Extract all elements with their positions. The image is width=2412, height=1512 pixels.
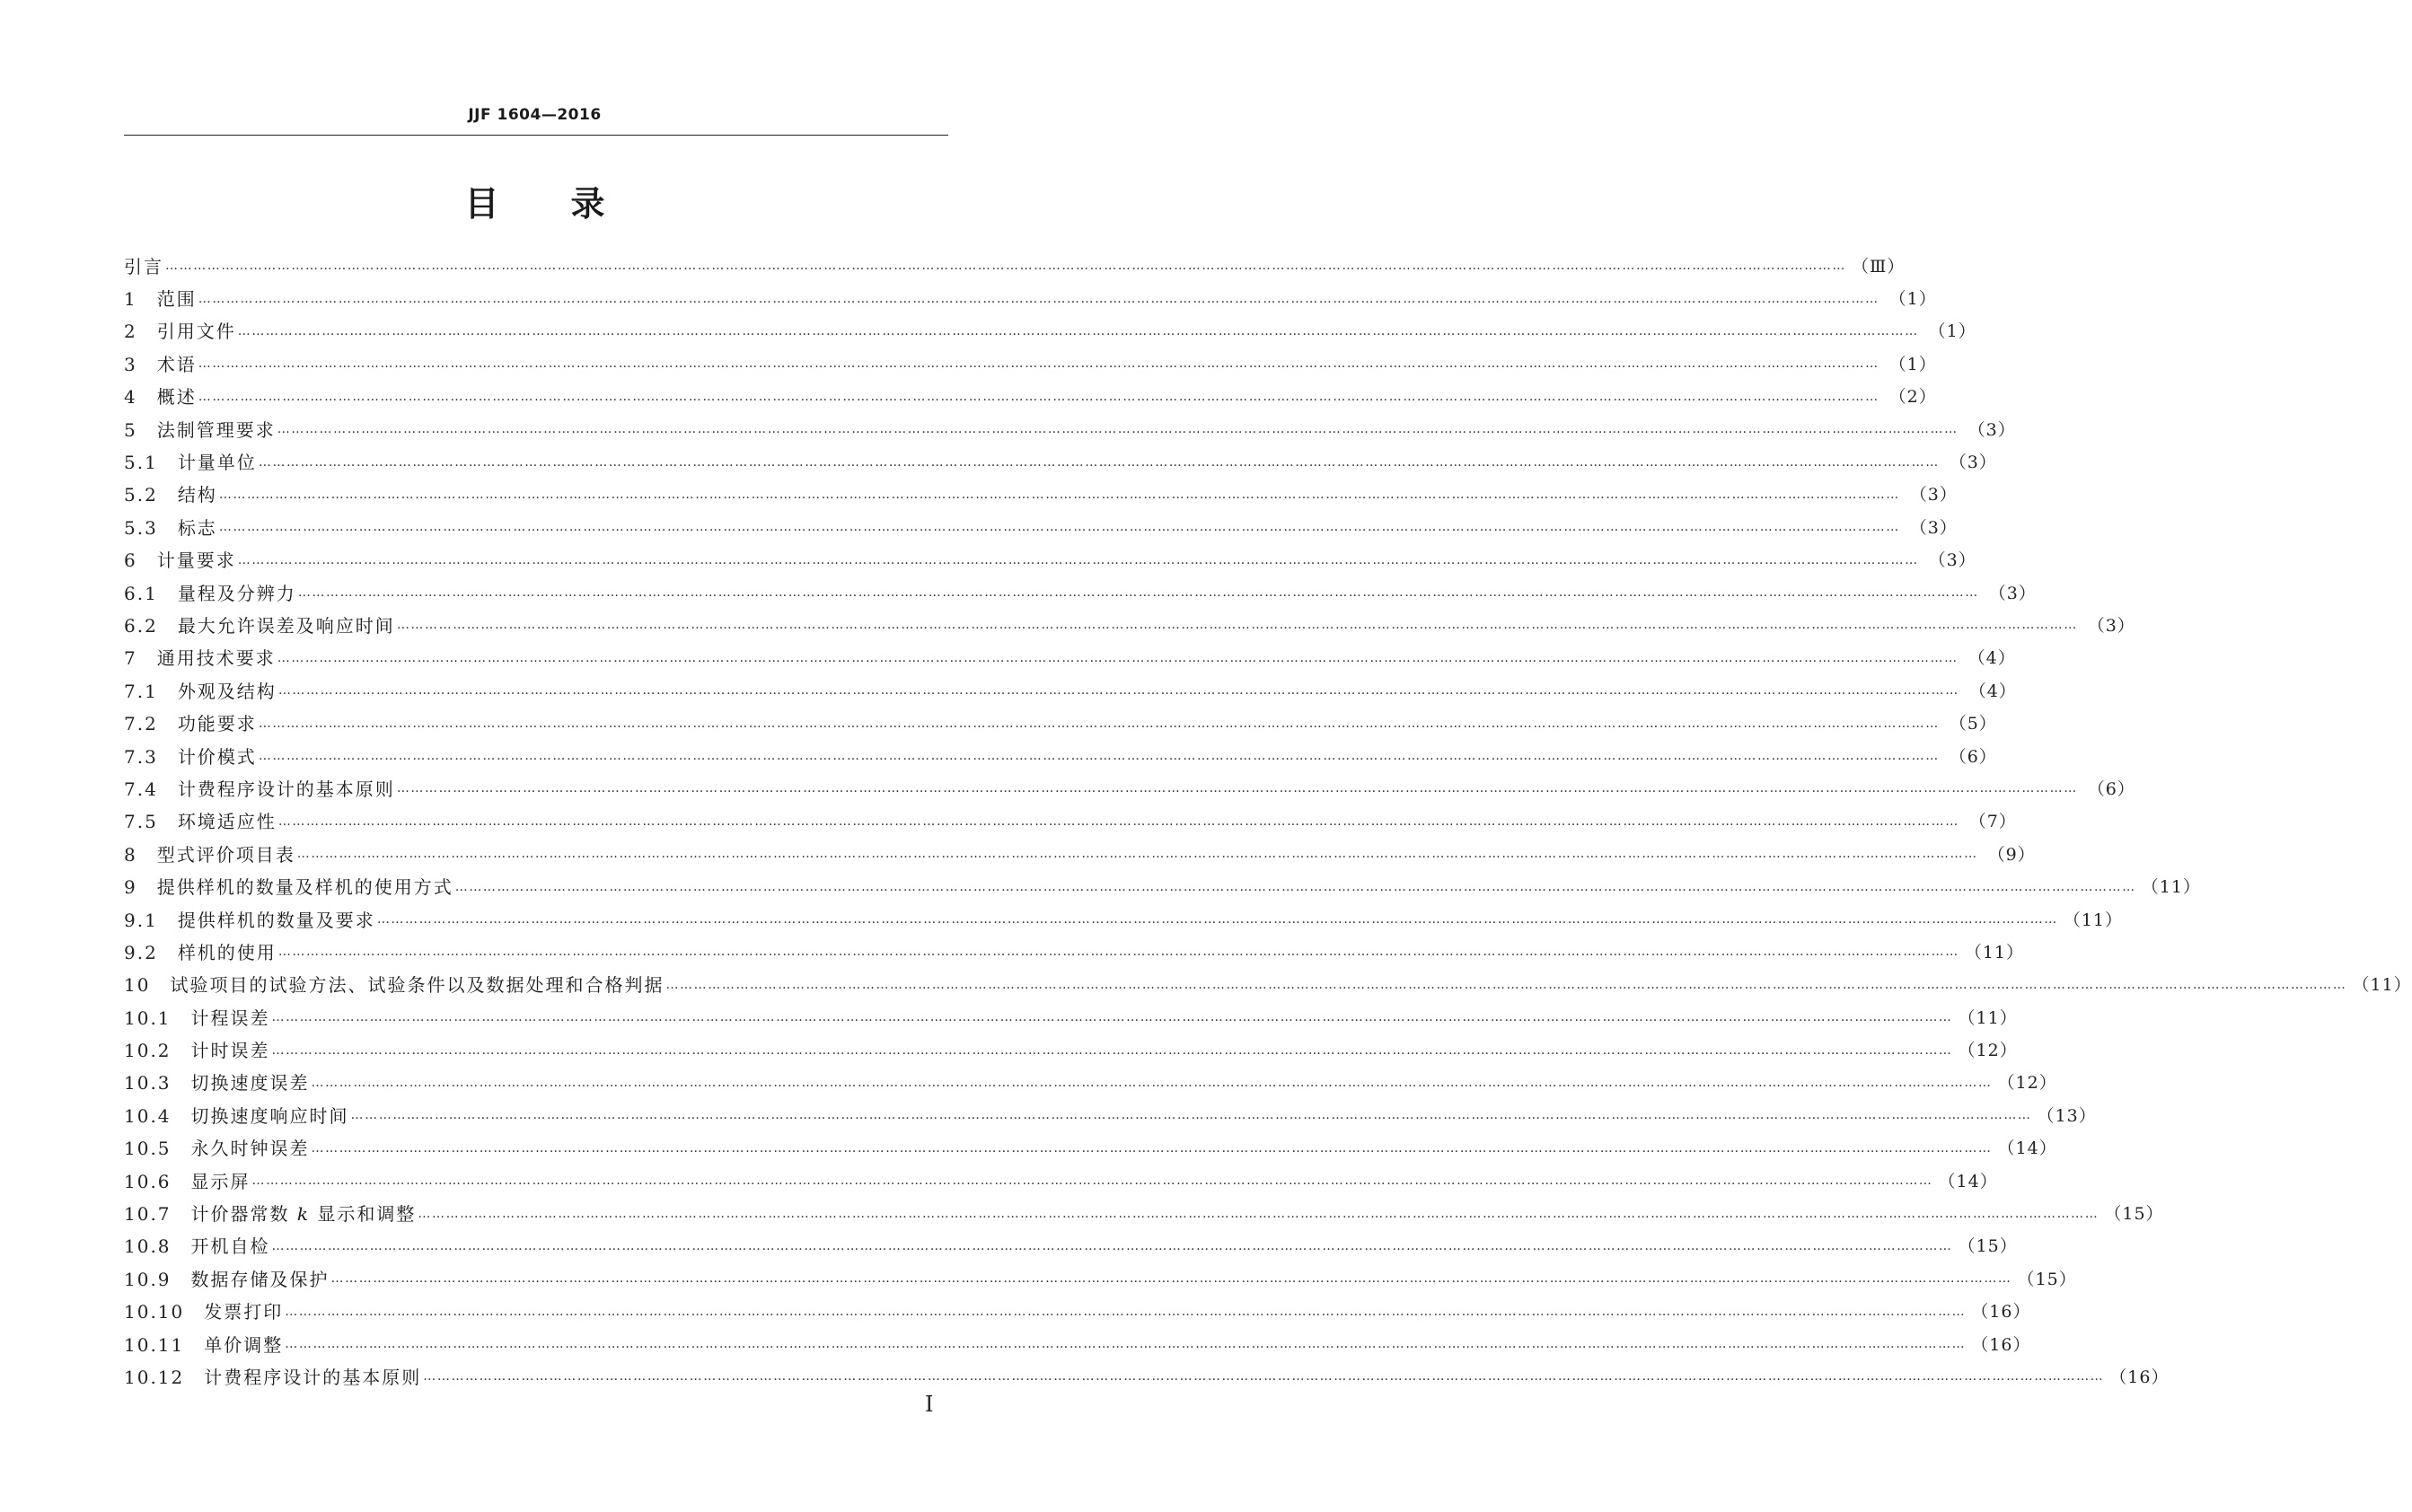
toc-entry-label: 范围 [156,288,197,311]
toc-entry-label: 通用技术要求 [156,647,276,670]
toc-entry-page: （16） [2109,1367,2170,1387]
document-code-header: JJF 1604—2016 [468,106,602,124]
toc-entry-page: （3） [1909,517,1958,538]
toc-dot-leader: ……………………………………………………………………………………………………………………………………………………………………………………………………………………………………………………………………………………………………………………………… [311,1140,1993,1156]
toc-entry-number: 10.6 [124,1170,191,1192]
toc-dot-leader: ……………………………………………………………………………………………………………………………………………………………………………………………………………………………………………………………………………………………………………………………… [258,454,1940,470]
toc-entry[interactable] [124,1229,2018,1261]
toc-entry-number: 1 [124,288,157,311]
toc-dot-leader: ……………………………………………………………………………………………………………………………………………………………………………………………………………………………………………………………………………………………………………………………… [376,912,2058,927]
toc-entry-number: 7.3 [124,745,178,768]
toc-entry-number: 3 [124,353,157,375]
toc-entry-page: （14） [1938,1171,1998,1191]
toc-dot-leader: ……………………………………………………………………………………………………………………………………………………………………………………………………………………………………………………………………………………………………………………………… [271,1010,1953,1025]
toc-entry-page: （16） [1971,1334,2031,1355]
toc-entry-label: 功能要求 [177,713,257,735]
toc-entry-number: 10.12 [124,1366,205,1388]
toc-entry-label: 标志 [177,516,217,539]
toc-entry-page: （11） [1964,942,2024,963]
toc-entry-number: 10.4 [124,1104,191,1127]
toc-entry[interactable] [124,641,2016,673]
toc-dot-leader: ……………………………………………………………………………………………………………………………………………………………………………………………………………………………………………………………………………………………………………………………… [198,389,1879,404]
toc-entry-number: 10.7 [124,1203,191,1226]
toc-entry[interactable] [124,706,1997,738]
toc-entry-number: 7.1 [124,680,178,702]
toc-entry-page: （12） [1997,1073,2057,1094]
toc-dot-leader: ……………………………………………………………………………………………………………………………………………………………………………………………………………………………………………………………………………………………………………………………… [665,977,2347,992]
toc-entry-number: 7.4 [124,778,178,800]
toc-entry-page: （1） [1888,354,1937,374]
toc-entry[interactable] [124,510,1958,542]
toc-dot-leader: ……………………………………………………………………………………………………………………………………………………………………………………………………………………………………………………………………………………………………………………………… [396,618,2078,633]
toc-entry-page: （3） [1988,583,2037,603]
toc-entry-label: 计费程序设计的基本原则 [204,1366,422,1388]
toc-dot-leader: ……………………………………………………………………………………………………………………………………………………………………………………………………………………………………………………………………………………………………………………………… [277,683,1959,699]
toc-entry-page: （1） [1888,289,1937,310]
toc-entry-number: 10.11 [124,1333,205,1356]
toc-entry[interactable] [124,347,1937,379]
toc-entry[interactable] [124,673,2017,706]
toc-entry-label: 显示屏 [190,1170,251,1192]
toc-dot-leader: ……………………………………………………………………………………………………………………………………………………………………………………………………………………………………………………………………………………………………………………………… [271,1238,1953,1253]
toc-entry-number: 2 [124,321,157,343]
toc-dot-leader: ……………………………………………………………………………………………………………………………………………………………………………………………………………………………………………………………………………………………………………………………… [350,1108,2032,1123]
toc-entry-number: 6.2 [124,614,178,637]
toc-entry-number: 5.2 [124,484,178,506]
toc-entry-number: 10.3 [124,1072,191,1094]
toc-entry-label: 量程及分辨力 [177,582,296,604]
toc-entry-label: 计价模式 [177,745,257,768]
toc-entry-label: 提供样机的数量及样机的使用方式 [156,876,453,899]
toc-entry-label: 计程误差 [190,1007,270,1029]
toc-entry[interactable] [124,1359,2170,1392]
toc-entry-label: 计价器常数 k 显示和调整 [190,1203,417,1226]
toc-dot-leader: ……………………………………………………………………………………………………………………………………………………………………………………………………………………………………………………………………………………………………………………………… [423,1369,2105,1385]
toc-entry-page: （3） [2087,615,2135,636]
toc-entry-number: 7.5 [124,811,178,833]
toc-entry-number: 8 [124,843,157,866]
toc-dot-leader: ……………………………………………………………………………………………………………………………………………………………………………………………………………………………………………………………………………………………………………………………… [311,1075,1993,1090]
toc-entry-page: （15） [1958,1236,2018,1257]
toc-entry-label: 试验项目的试验方法、试验条件以及数据处理和合格判据 [170,974,665,997]
toc-entry-label: 提供样机的数量及要求 [177,909,375,931]
toc-dot-leader: ……………………………………………………………………………………………………………………………………………………………………………………………………………………………………………………………………………………………………………………………… [258,716,1940,731]
toc-dot-leader: ……………………………………………………………………………………………………………………………………………………………………………………………………………………………………………………………………………………………………………………………… [285,1304,1967,1319]
toc-dot-leader: ……………………………………………………………………………………………………………………………………………………………………………………………………………………………………………………………………………………………………………………………… [258,749,1940,764]
toc-entry-page: （3） [1967,419,2016,440]
toc-entry-page: （6） [1949,746,1997,767]
toc-entry-label: 引言 [124,255,163,277]
toc-entry-page: （Ⅲ） [1852,256,1906,277]
toc-entry-label: 切换速度误差 [190,1072,310,1094]
toc-entry-page: （3） [1928,550,1976,571]
toc-entry[interactable] [124,869,2201,901]
toc-entry-page: （11） [1958,1007,2018,1028]
constant-k-symbol: k [296,1203,311,1226]
toc-dot-leader: ……………………………………………………………………………………………………………………………………………………………………………………………………………………………………………………………………………………………………………………………… [330,1271,2012,1287]
toc-entry-page: （12） [1958,1041,2018,1061]
toc-entry-label: 永久时钟误差 [190,1138,310,1160]
toc-dot-leader: ……………………………………………………………………………………………………………………………………………………………………………………………………………………………………………………………………………………………………………………………… [277,945,1959,960]
toc-entry-label: 环境适应性 [177,811,277,833]
toc-entry[interactable] [124,1098,2097,1130]
toc-entry-page: （3） [1909,485,1958,505]
toc-entry-number: 5.1 [124,452,178,474]
toc-entry-page: （5） [1949,714,1997,734]
toc-entry[interactable] [124,902,2123,935]
toc-entry[interactable] [124,1327,2031,1359]
toc-dot-leader: ……………………………………………………………………………………………………………………………………………………………………………………………………………………………………………………………………………………………………………………………… [396,781,2078,796]
toc-dot-leader: ……………………………………………………………………………………………………………………………………………………………………………………………………………………………………………………………………………………………………………………………… [271,1042,1953,1058]
toc-entry-page: （11） [2063,910,2123,930]
toc-entry[interactable] [124,1261,2077,1294]
toc-entry-number: 10.1 [124,1007,191,1029]
toc-dot-leader: ……………………………………………………………………………………………………………………………………………………………………………………………………………………………………………………………………………………………………………………………… [285,1337,1967,1352]
toc-entry-label: 数据存储及保护 [190,1268,330,1290]
toc-entry[interactable] [124,412,2016,444]
toc-entry[interactable] [124,281,1937,313]
toc-dot-leader: ……………………………………………………………………………………………………………………………………………………………………………………………………………………………………………………………………………………………………………………………… [454,879,2136,894]
toc-dot-leader: ……………………………………………………………………………………………………………………………………………………………………………………………………………………………………………………………………………………………………………………………… [418,1206,2099,1221]
toc-entry-page: （1） [1928,321,1976,342]
toc-dot-leader: ……………………………………………………………………………………………………………………………………………………………………………………………………………………………………………………………………………………………………………………………… [277,422,1959,437]
toc-entry-page: （16） [1971,1302,2031,1323]
toc-entry[interactable] [124,478,1958,510]
toc-entry-number: 10 [124,974,171,997]
toc-entry-number: 10.2 [124,1040,191,1062]
toc-dot-leader: ……………………………………………………………………………………………………………………………………………………………………………………………………………………………………………………………………………………………………………………………… [296,847,1978,862]
toc-entry-label: 术语 [156,353,197,375]
toc-entry-page: （13） [2037,1105,2097,1126]
toc-entry[interactable] [124,576,2037,608]
toc-entry[interactable] [124,804,2017,837]
toc-dot-leader: ……………………………………………………………………………………………………………………………………………………………………………………………………………………………………………………………………………………………………………………………… [237,323,1919,338]
toc-entry-page: （11） [2352,975,2412,996]
toc-entry-number: 10.9 [124,1268,191,1290]
toc-entry-number: 7.2 [124,713,178,735]
toc-entry-page: （15） [2104,1204,2164,1225]
toc-entry-label: 计量单位 [177,452,257,474]
toc-entry[interactable] [124,968,2412,1000]
toc-dot-leader: ……………………………………………………………………………………………………………………………………………………………………………………………………………………………………………………………………………………………………………………………… [277,813,1959,829]
toc-entry-number: 9 [124,876,157,899]
toc-entry-number: 5 [124,418,157,441]
toc-dot-leader: ……………………………………………………………………………………………………………………………………………………………………………………………………………………………………………………………………………………………………………………………… [297,585,1979,601]
page-folio: I [925,1392,934,1417]
toc-entry-label: 型式评价项目表 [156,843,295,866]
toc-dot-leader: ……………………………………………………………………………………………………………………………………………………………………………………………………………………………………………………………………………………………………………………………… [165,259,1846,274]
toc-entry[interactable] [124,249,1906,281]
toc-entry-label: 样机的使用 [177,941,277,963]
toc-entry[interactable] [124,314,1976,347]
toc-entry[interactable] [124,1000,2018,1033]
toc-entry[interactable] [124,739,1997,771]
toc-entry[interactable] [124,771,2135,804]
toc-entry[interactable] [124,1131,2057,1164]
toc-entry[interactable] [124,1033,2018,1065]
toc-entry-page: （14） [1997,1138,2057,1159]
toc-dot-leader: ……………………………………………………………………………………………………………………………………………………………………………………………………………………………………………………………………………………………………………………………… [277,650,1959,665]
table-of-contents [124,249,2412,1393]
toc-entry-page: （6） [2087,778,2135,799]
toc-entry-label: 结构 [177,484,217,506]
toc-entry-label: 发票打印 [204,1301,284,1323]
toc-entry-number: 10.8 [124,1235,191,1258]
toc-entry-page: （15） [2017,1269,2077,1289]
toc-entry-number: 9.1 [124,909,178,931]
toc-entry-label: 法制管理要求 [156,418,276,441]
header-rule [124,135,948,136]
toc-entry-number: 9.2 [124,941,178,963]
toc-entry-number: 10.5 [124,1138,191,1160]
toc-entry[interactable] [124,1066,2057,1098]
toc-entry-label: 切换速度响应时间 [190,1104,349,1127]
toc-entry[interactable] [124,1196,2164,1228]
toc-entry-number: 6.1 [124,582,178,604]
toc-entry-label: 最大允许误差及响应时间 [177,614,395,637]
toc-entry-label: 外观及结构 [177,680,277,702]
toc-entry-label: 计时误差 [190,1040,270,1062]
toc-entry-label: 引用文件 [156,321,236,343]
page-title: 目录 [464,184,677,224]
toc-entry-number: 6 [124,549,157,572]
toc-entry[interactable] [124,444,1997,477]
toc-dot-leader: ……………………………………………………………………………………………………………………………………………………………………………………………………………………………………………………………………………………………………………………………… [251,1174,1933,1189]
toc-entry-label: 计费程序设计的基本原则 [177,778,395,800]
toc-entry-page: （9） [1987,844,2036,865]
toc-entry-label: 计量要求 [156,549,236,572]
toc-entry[interactable] [124,935,2024,967]
toc-entry-number: 5.3 [124,516,178,539]
toc-dot-leader: ……………………………………………………………………………………………………………………………………………………………………………………………………………………………………………………………………………………………………………………………… [218,520,1900,535]
toc-entry-page: （11） [2141,877,2201,898]
toc-entry[interactable] [124,837,2036,869]
toc-dot-leader: ……………………………………………………………………………………………………………………………………………………………………………………………………………………………………………………………………………………………………………………………… [198,291,1879,306]
toc-entry-label: 单价调整 [204,1333,284,1356]
toc-dot-leader: ……………………………………………………………………………………………………………………………………………………………………………………………………………………………………………………………………………………………………………………………… [218,487,1900,502]
toc-entry[interactable] [124,1295,2031,1327]
toc-dot-leader: ……………………………………………………………………………………………………………………………………………………………………………………………………………………………………………………………………………………………………………………………… [237,552,1919,567]
toc-dot-leader: ……………………………………………………………………………………………………………………………………………………………………………………………………………………………………………………………………………………………………………………………… [198,356,1879,372]
toc-entry-number: 7 [124,647,157,670]
toc-entry-page: （7） [1968,812,2017,832]
toc-entry[interactable] [124,1164,1998,1196]
toc-entry[interactable] [124,543,1976,576]
toc-entry-number: 4 [124,386,157,409]
toc-entry-page: （4） [1968,681,2017,701]
toc-entry-page: （3） [1949,453,1997,473]
toc-entry-page: （2） [1888,387,1937,408]
toc-entry[interactable] [124,608,2135,640]
toc-entry-label: 概述 [156,386,197,409]
toc-entry-number: 10.10 [124,1301,205,1323]
toc-entry-page: （4） [1967,648,2016,669]
toc-entry-label: 开机自检 [190,1235,270,1258]
toc-entry[interactable] [124,380,1937,412]
